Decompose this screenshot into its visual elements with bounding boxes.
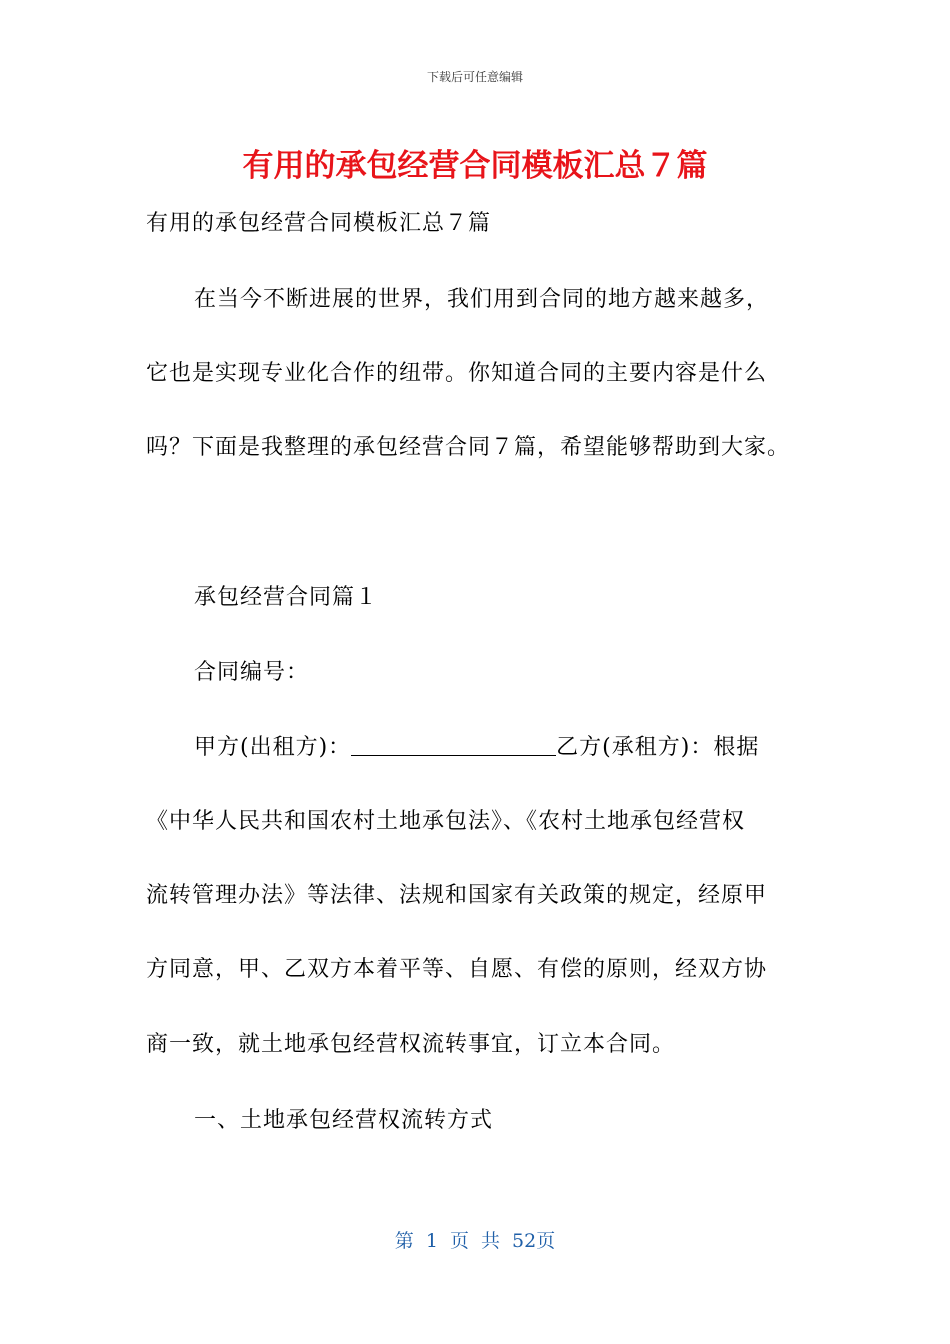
section-heading: 承包经营合同篇１	[194, 585, 379, 610]
page-footer: 第 1 页 共 52页	[394, 1230, 556, 1252]
header-note: 下载后可任意编辑	[426, 70, 523, 84]
party-b-label: 乙方(承租方)：根据	[556, 735, 760, 760]
clause-heading-1: 一、土地承包经营权流转方式	[194, 1108, 494, 1133]
contract-number-label: 合同编号：	[194, 660, 310, 685]
party-line	[194, 730, 759, 761]
subtitle: 有用的承包经营合同模板汇总７篇	[146, 211, 492, 236]
body-line-3: 方同意，甲、乙双方本着平等、自愿、有偿的原则，经双方协	[146, 957, 768, 982]
intro-line-1: 在当今不断进展的世界，我们用到合同的地方越来越多，	[194, 287, 770, 312]
body-line-2: 流转管理办法》等法律、法规和国家有关政策的规定，经原甲	[146, 883, 768, 908]
party-a-label: 甲方(出租方)：	[194, 735, 352, 760]
document-title: 有用的承包经营合同模板汇总７篇	[242, 148, 708, 184]
party-a-blank	[351, 735, 556, 756]
intro-line-2: 它也是实现专业化合作的纽带。你知道合同的主要内容是什么	[146, 361, 768, 386]
body-line-1: 《中华人民共和国农村土地承包法》、《农村土地承包经营权	[146, 809, 746, 834]
intro-line-3: 吗？下面是我整理的承包经营合同７篇，希望能够帮助到大家。	[146, 435, 791, 460]
body-line-4: 商一致，就土地承包经营权流转事宜，订立本合同。	[146, 1032, 676, 1057]
